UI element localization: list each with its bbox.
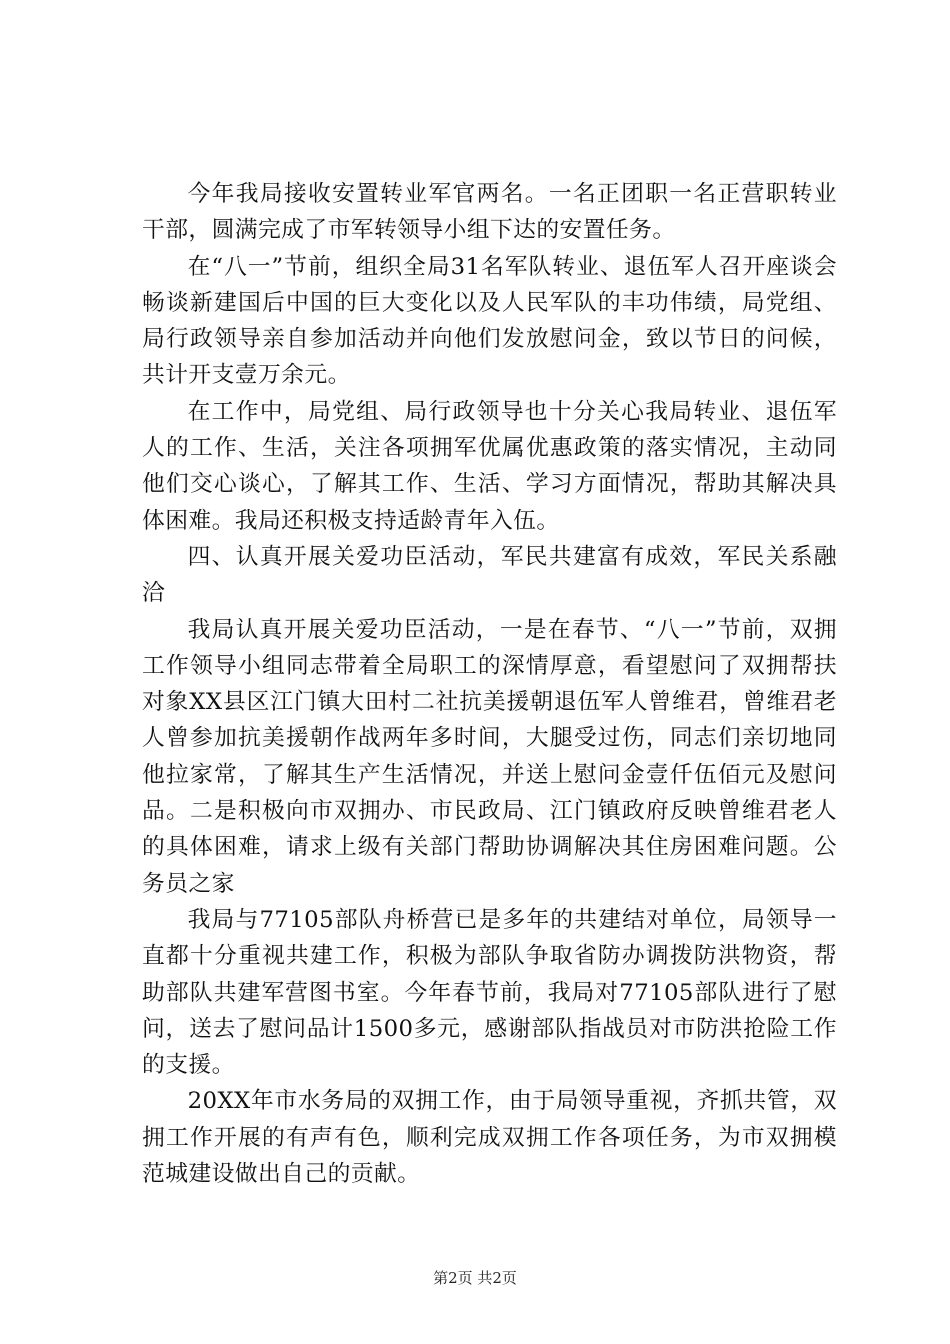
page-number-footer: 第2页 共2页 — [433, 1269, 517, 1287]
paragraph-caring-for-heroes: 我局认真开展关爱功臣活动，一是在春节、“八一”节前，双拥工作领导小组同志带着全局职工的深情厚意，看望慰问了双拥帮扶对象XX县区江门镇大田村二社抗美援朝退伍军人曾维君，曾维君老人曾参加抗美援朝作战两年多时间，大腿受过伤，同志们亲切地同他拉家常，了解其生产生活情况，并送上慰问金壹仟伍佰元及慰问品。二是积极向市双拥办、市民政局、江门镇政府反映曾维君老人的具体困难，请求上级有关部门帮助协调解决其住房困难问题。公务员之家 — [142, 616, 837, 897]
document-body — [142, 176, 837, 1192]
section-heading-four: 四、认真开展关爱功臣活动，军民共建富有成效，军民关系融洽 — [142, 543, 837, 607]
paragraph-august-first-forum: 在“八一”节前，组织全局31名军队转业、退伍军人召开座谈会畅谈新建国后中国的巨大变化以及人民军队的丰功伟绩，局党组、局行政领导亲自参加活动并向他们发放慰问金，致以节日的问候，共计开支壹万余元。 — [142, 253, 837, 389]
paragraph-joint-construction: 我局与77105部队舟桥营已是多年的共建结对单位，局领导一直都十分重视共建工作，积极为部队争取省防办调拨防洪物资，帮助部队共建军营图书室。今年春节前，我局对77105部队进行了慰问，送去了慰问品计1500多元，感谢部队指战员对市防洪抢险工作的支援。 — [142, 906, 837, 1079]
paragraph-summary: 20XX年市水务局的双拥工作，由于局领导重视，齐抓共管，双拥工作开展的有声有色，顺利完成双拥工作各项任务，为市双拥模范城建设做出自己的贡献。 — [142, 1088, 837, 1188]
paragraph-care-for-veterans: 在工作中，局党组、局行政领导也十分关心我局转业、退伍军人的工作、生活，关注各项拥军优属优惠政策的落实情况，主动同他们交心谈心，了解其工作、生活、学习方面情况，帮助其解决具体困难。我局还积极支持适龄青年入伍。 — [142, 398, 837, 534]
paragraph-transfer-officers: 今年我局接收安置转业军官两名。一名正团职一名正营职转业干部，圆满完成了市军转领导小组下达的安置任务。 — [142, 181, 837, 244]
